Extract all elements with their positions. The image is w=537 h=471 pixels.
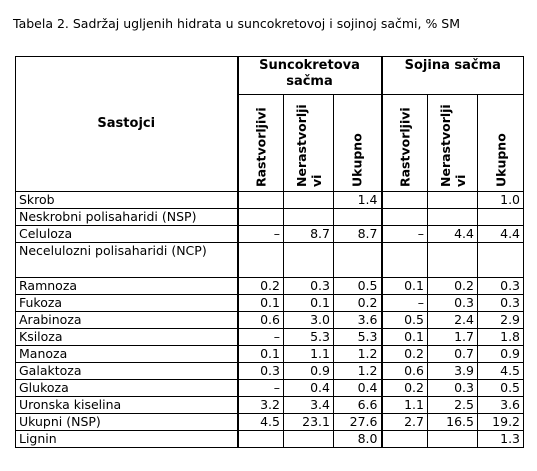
cell: 0.4 bbox=[334, 380, 382, 397]
cell: 0.6 bbox=[382, 363, 428, 380]
cell bbox=[428, 243, 478, 278]
cell bbox=[382, 192, 428, 209]
cell: 1.7 bbox=[428, 329, 478, 346]
cell: 4.5 bbox=[478, 363, 524, 380]
cell bbox=[238, 431, 284, 448]
cell: 0.5 bbox=[382, 312, 428, 329]
cell: 0.1 bbox=[284, 295, 334, 312]
cell: 1.1 bbox=[284, 346, 334, 363]
cell: 8.0 bbox=[334, 431, 382, 448]
cell bbox=[284, 243, 334, 278]
cell: 3.9 bbox=[428, 363, 478, 380]
cell: 1.2 bbox=[334, 346, 382, 363]
cell: 0.6 bbox=[238, 312, 284, 329]
cell: 3.6 bbox=[478, 397, 524, 414]
cell: 0.3 bbox=[238, 363, 284, 380]
cell: – bbox=[238, 226, 284, 243]
cell: – bbox=[382, 295, 428, 312]
cell: 5.3 bbox=[284, 329, 334, 346]
row-label: Neskrobni polisaharidi (NSP) bbox=[16, 209, 238, 226]
cell bbox=[238, 243, 284, 278]
subheader-suncokret-nerastvorljivi: Nerastvorlji vi bbox=[284, 95, 334, 192]
cell: 8.7 bbox=[334, 226, 382, 243]
row-label: Ukupni (NSP) bbox=[16, 414, 238, 431]
row-label: Arabinoza bbox=[16, 312, 238, 329]
cell bbox=[284, 192, 334, 209]
table-row-manoza bbox=[16, 346, 524, 363]
cell: 0.2 bbox=[238, 278, 284, 295]
row-label: Ksiloza bbox=[16, 329, 238, 346]
header-sojina-sacma: Sojina sačma bbox=[382, 57, 524, 95]
row-label: Galaktoza bbox=[16, 363, 238, 380]
cell bbox=[238, 192, 284, 209]
cell: 0.1 bbox=[382, 278, 428, 295]
cell: 0.9 bbox=[284, 363, 334, 380]
cell: 2.7 bbox=[382, 414, 428, 431]
row-label: Uronska kiselina bbox=[16, 397, 238, 414]
cell: – bbox=[238, 329, 284, 346]
cell: 0.3 bbox=[284, 278, 334, 295]
cell: 0.5 bbox=[478, 380, 524, 397]
table-row-nsp bbox=[16, 209, 524, 226]
cell bbox=[478, 243, 524, 278]
cell: 1.1 bbox=[382, 397, 428, 414]
cell: 0.1 bbox=[238, 346, 284, 363]
cell: 4.4 bbox=[478, 226, 524, 243]
cell: 16.5 bbox=[428, 414, 478, 431]
cell: 0.2 bbox=[382, 346, 428, 363]
cell: 4.5 bbox=[238, 414, 284, 431]
row-label: Necelulozni polisaharidi (NCP) bbox=[16, 243, 238, 278]
cell: 6.6 bbox=[334, 397, 382, 414]
cell: 0.1 bbox=[238, 295, 284, 312]
cell: 2.5 bbox=[428, 397, 478, 414]
subheader-soja-rastvorljivi: Rastvorljivi bbox=[382, 95, 428, 192]
header-sastojci: Sastojci bbox=[16, 57, 238, 192]
cell bbox=[284, 209, 334, 226]
cell: 1.2 bbox=[334, 363, 382, 380]
cell bbox=[382, 431, 428, 448]
row-label: Skrob bbox=[16, 192, 238, 209]
cell bbox=[382, 209, 428, 226]
cell: 5.3 bbox=[334, 329, 382, 346]
cell: 0.2 bbox=[382, 380, 428, 397]
subheader-suncokret-ukupno: Ukupno bbox=[334, 95, 382, 192]
cell: 3.6 bbox=[334, 312, 382, 329]
cell bbox=[334, 243, 382, 278]
cell: 0.5 bbox=[334, 278, 382, 295]
cell: 23.1 bbox=[284, 414, 334, 431]
table-row-glukoza bbox=[16, 380, 524, 397]
table-row-ukupni-nsp bbox=[16, 414, 524, 431]
cell: 3.4 bbox=[284, 397, 334, 414]
cell: 0.7 bbox=[428, 346, 478, 363]
cell bbox=[334, 209, 382, 226]
table-row-ncp bbox=[16, 243, 524, 278]
table-row-galaktoza bbox=[16, 363, 524, 380]
cell bbox=[238, 209, 284, 226]
cell: 1.0 bbox=[478, 192, 524, 209]
row-label: Manoza bbox=[16, 346, 238, 363]
cell: 0.1 bbox=[382, 329, 428, 346]
header-suncokretova-sacma: Suncokretova sačma bbox=[238, 57, 382, 95]
cell: 1.4 bbox=[334, 192, 382, 209]
table-row-fukoza bbox=[16, 295, 524, 312]
table-row-skrob bbox=[16, 192, 524, 209]
cell: 3.2 bbox=[238, 397, 284, 414]
cell bbox=[428, 192, 478, 209]
cell: 0.3 bbox=[478, 278, 524, 295]
cell: 0.4 bbox=[284, 380, 334, 397]
cell: 2.9 bbox=[478, 312, 524, 329]
cell: 0.3 bbox=[428, 295, 478, 312]
cell: 19.2 bbox=[478, 414, 524, 431]
subheader-suncokret-rastvorljivi: Rastvorljivi bbox=[238, 95, 284, 192]
cell: 4.4 bbox=[428, 226, 478, 243]
cell bbox=[382, 243, 428, 278]
cell: 27.6 bbox=[334, 414, 382, 431]
row-label: Lignin bbox=[16, 431, 238, 448]
row-label: Fukoza bbox=[16, 295, 238, 312]
subheader-soja-ukupno: Ukupno bbox=[478, 95, 524, 192]
table-row-arabinoza bbox=[16, 312, 524, 329]
cell: 0.3 bbox=[428, 380, 478, 397]
row-label: Celuloza bbox=[16, 226, 238, 243]
carbohydrate-table bbox=[15, 56, 524, 448]
table-row-ramnoza bbox=[16, 278, 524, 295]
cell bbox=[428, 209, 478, 226]
cell bbox=[478, 209, 524, 226]
cell: 0.2 bbox=[334, 295, 382, 312]
cell: 1.3 bbox=[478, 431, 524, 448]
row-label: Ramnoza bbox=[16, 278, 238, 295]
cell: 0.3 bbox=[478, 295, 524, 312]
cell: 2.4 bbox=[428, 312, 478, 329]
cell: 1.8 bbox=[478, 329, 524, 346]
table-row-lignin bbox=[16, 431, 524, 448]
table-row-celuloza bbox=[16, 226, 524, 243]
cell: – bbox=[382, 226, 428, 243]
cell: 0.9 bbox=[478, 346, 524, 363]
table-row-uronska-kiselina bbox=[16, 397, 524, 414]
row-label: Glukoza bbox=[16, 380, 238, 397]
cell bbox=[284, 431, 334, 448]
table-caption: Tabela 2. Sadržaj ugljenih hidrata u suncokretovoj i sojinoj sačmi, % SM bbox=[13, 16, 461, 31]
subheader-soja-nerastvorljivi: Nerastvorlji vi bbox=[428, 95, 478, 192]
cell: 0.2 bbox=[428, 278, 478, 295]
cell: – bbox=[238, 380, 284, 397]
cell: 8.7 bbox=[284, 226, 334, 243]
cell: 3.0 bbox=[284, 312, 334, 329]
cell bbox=[428, 431, 478, 448]
table-row-ksiloza bbox=[16, 329, 524, 346]
